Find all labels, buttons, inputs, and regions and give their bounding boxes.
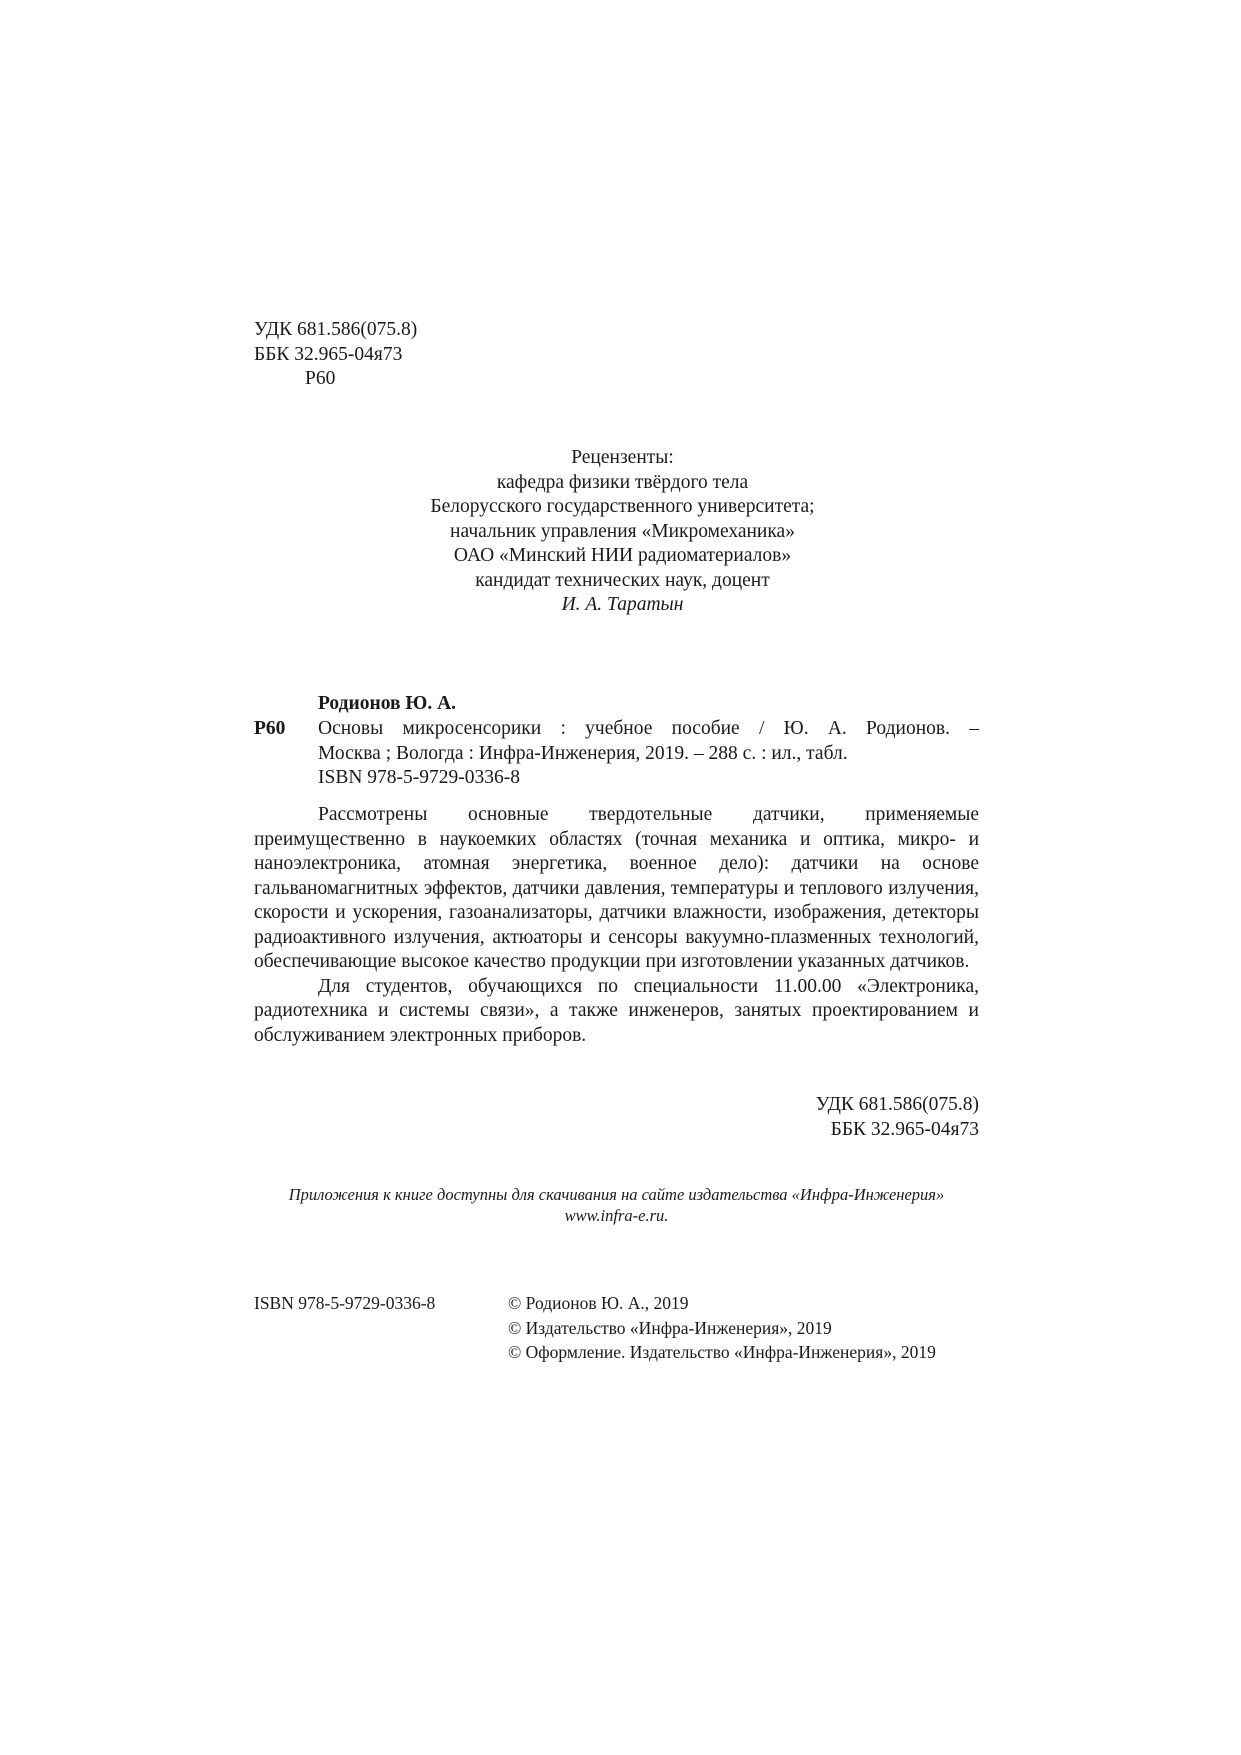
downloads-note <box>254 1184 979 1226</box>
copyright-line: © Издательство «Инфра-Инженерия», 2019 <box>508 1317 832 1338</box>
reviewer-name: И. А. Таратын <box>561 594 684 615</box>
author-mark: Р60 <box>305 368 336 389</box>
bib-line-title: Основы микросенсорики : учебное пособие / Ю. А. Родионов. – <box>318 718 979 739</box>
reviewers-block <box>380 446 865 618</box>
abstract <box>254 803 979 1048</box>
bibliographic-description <box>318 717 979 791</box>
footer-isbn-block <box>254 1291 435 1316</box>
abstract-paragraph: Рассмотрены основные твердотельные датчики, применяемые преимущественно в наукоемких областях (точная механика и оптика, микро- и наноэлектроника, атомная энергетика, военное дело): датчики на основе гальваномагнитных эффектов, датчики давления, температуры и теплового излучения, скорости и ускорения, газоанализаторы, датчики влажности, изображения, детекторы радиоактивного излучения, актюаторы и сенсоры вакуумно-плазменных технологий, обеспечивающие высокое качество продукции при изготовлении указанных датчиков. <box>254 804 979 972</box>
note-text: Приложения к книге доступны для скачивания на сайте издательства «Инфра-Инженерия» <box>288 1185 945 1204</box>
bib-line-publisher: Москва ; Вологда : Инфра-Инженерия, 2019. – 288 с. : ил., табл. <box>318 742 848 764</box>
reviewer-line: начальник управления «Микромеханика» <box>450 520 795 542</box>
reviewer-line: кандидат технических наук, доцент <box>475 569 770 591</box>
udk-code: УДК 681.586(075.8) <box>254 319 418 340</box>
reviewer-line: ОАО «Минский НИИ радиоматериалов» <box>453 545 792 566</box>
bbk-code-right: ББК 32.965-04я73 <box>830 1118 979 1140</box>
footer-isbn: ISBN 978-5-9729-0336-8 <box>254 1293 436 1313</box>
copyright-block <box>508 1291 936 1365</box>
classification-codes <box>254 318 417 392</box>
reviewer-line: Белорусского государственного университета; <box>430 496 815 517</box>
catalog-code: Р60 <box>254 718 286 739</box>
udk-code-right: УДК 681.586(075.8) <box>815 1094 979 1115</box>
copyright-line: © Оформление. Издательство «Инфра-Инженерия», 2019 <box>508 1342 936 1362</box>
book-author: Родионов Ю. А. <box>318 693 457 714</box>
reviewer-line: кафедра физики твёрдого тела <box>496 471 749 493</box>
audience-paragraph: Для студентов, обучающихся по специальности 11.00.00 «Электроника, радиотехника и системы связи», а также инженеров, занятых проектированием и обслуживанием электронных приборов. <box>254 975 979 1046</box>
reviewers-heading: Рецензенты: <box>571 447 674 468</box>
bib-isbn: ISBN 978-5-9729-0336-8 <box>318 767 521 788</box>
copyright-line: © Родионов Ю. А., 2019 <box>508 1293 689 1313</box>
classification-codes-right <box>700 1093 979 1142</box>
publisher-url[interactable]: www.infra-e.ru. <box>564 1206 669 1225</box>
bbk-code: ББК 32.965-04я73 <box>254 343 403 365</box>
